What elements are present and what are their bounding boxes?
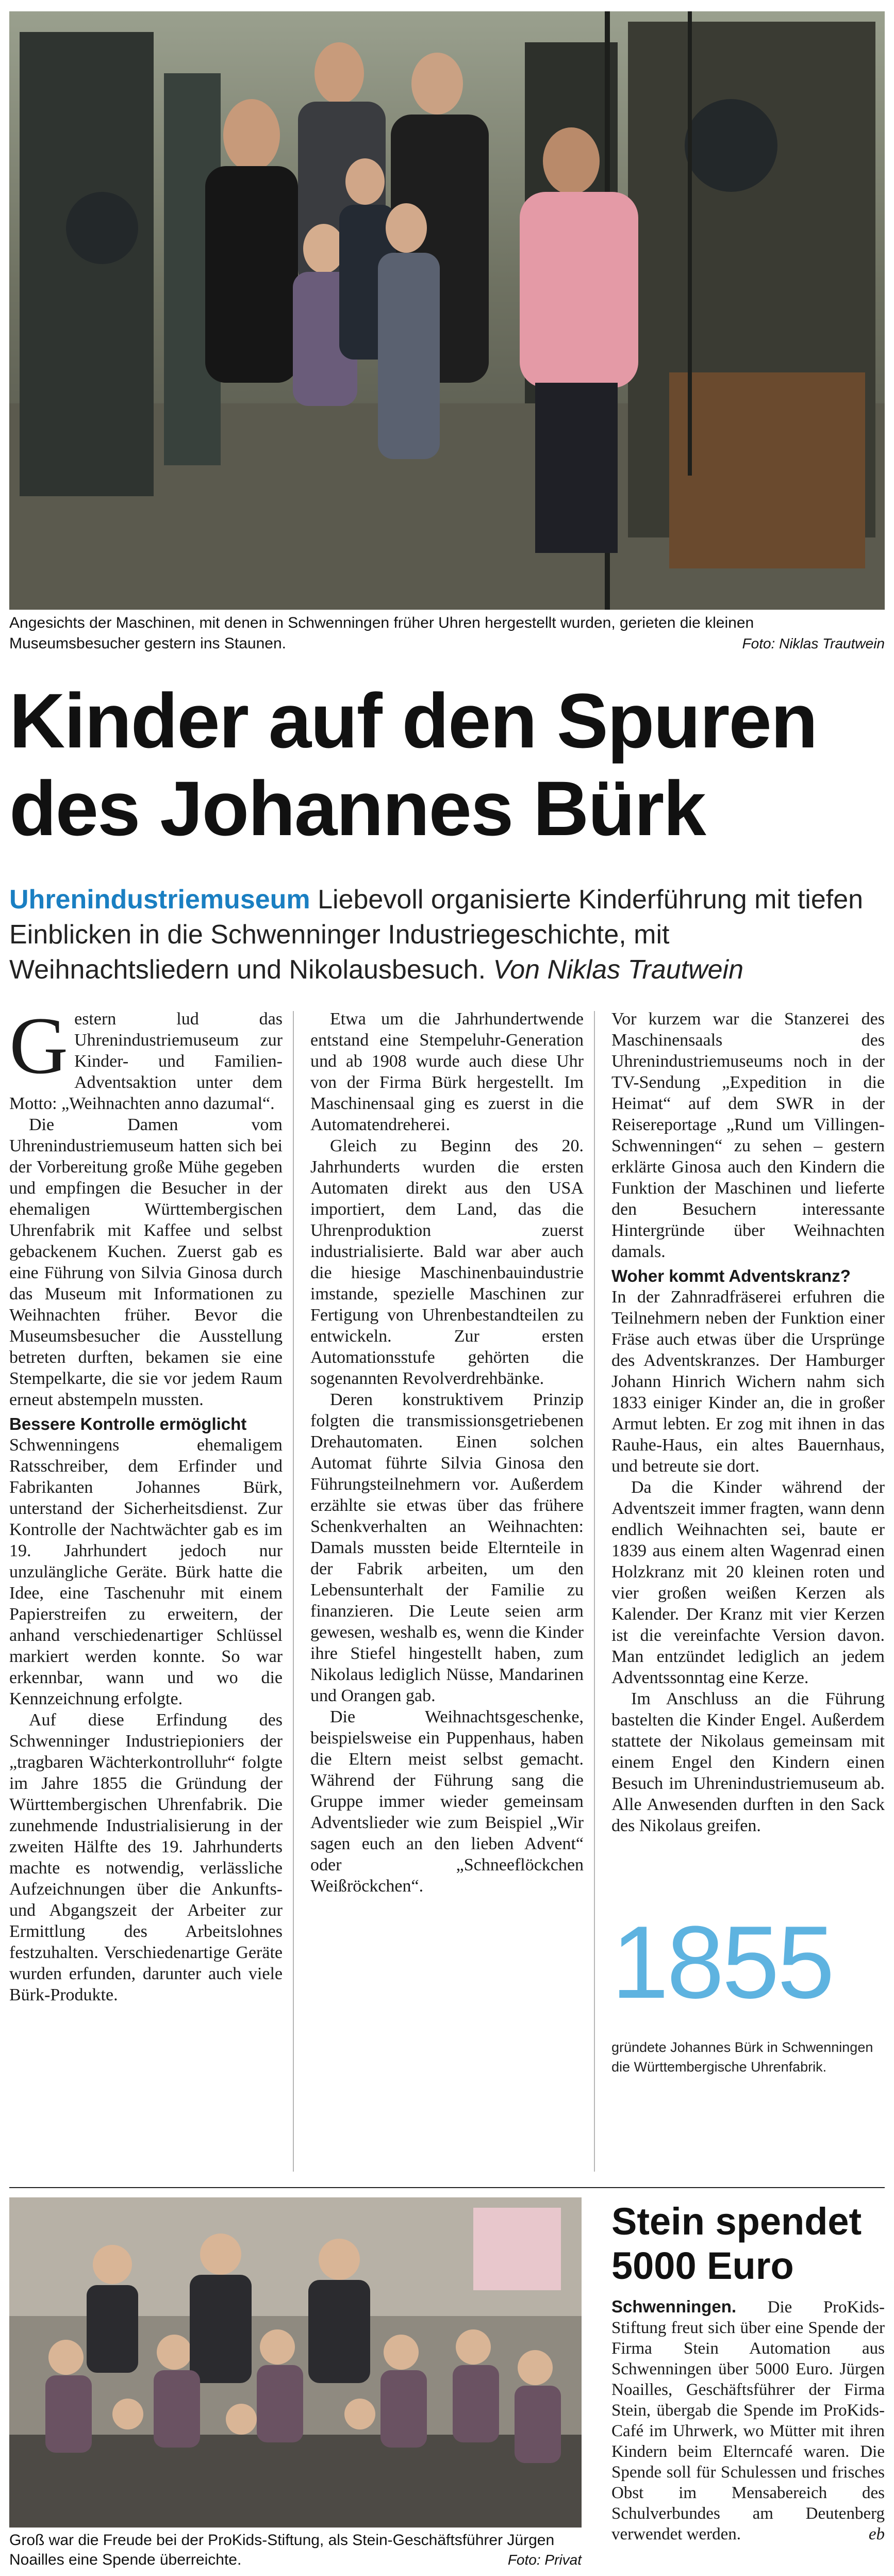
headline bbox=[9, 677, 885, 852]
headline-line-1: Kinder auf den Spuren bbox=[9, 677, 817, 764]
deck-author: Von Niklas Trautwein bbox=[493, 955, 744, 985]
column-rule bbox=[594, 1011, 595, 2172]
donation-photo-caption-text: Groß war die Freude bei der ProKids-Stiftung, als Stein-Geschäftsführer Jürgen Noailles eine Spende überreichte. bbox=[9, 2532, 555, 2568]
article-paragraph: Gleich zu Beginn des 20. Jahrhunderts wurden die ersten Automaten direkt aus den USA importiert, dem Land, das die Uhrenproduktion zuerst industrialisierte. Bald war aber auch die hiesige Maschinenbauindustrie imstande, spezielle Maschinen zur Fertigung von Uhrenbestandteilen zu entwickeln. Zur ersten Automationsstufe gehörten die sogenannten Revolverdrehbänke. bbox=[310, 1136, 584, 1388]
article-paragraph: Deren konstruktivem Prinzip folgten die transmissionsgetriebenen Drehautomaten. Einen solchen Automat führte Silvia Ginosa den Führungsteilnehmern vor. Außerdem erzählte sie etwas über das frühere Schenkverhalten an Weihnachten: Damals mussten beide Elternteile in der Fabrik arbeiten, um den Lebensunterhalt der Familie zu finanzieren. Die Leute seien arm gewesen, weshalb es, wenn die Kinder ihre Stiefel hingestellt haben, zum Nikolaus lediglich Nüsse, Mandarinen und Orangen gab. bbox=[310, 1390, 584, 1705]
article-column-3 bbox=[611, 1008, 885, 1836]
section-divider bbox=[9, 2187, 885, 2188]
top-photo-caption-text: Angesichts der Maschinen, mit denen in Schwenningen früher Uhren hergestellt wurden, gerieten die kleinen Museumsbesucher gestern ins Staunen. bbox=[9, 614, 754, 652]
article-paragraph: Da die Kinder während der Adventszeit immer fragten, wann denn endlich Weihnachten sei, baute er 1839 aus einem alten Wagenrad einen Holzkranz mit 20 kleinen roten und vier großen weißen Kerzen als Kalender. Der Kranz mit vier Kerzen ist die vereinfachte Version davon. Man entzündet lediglich an jedem Adventssonntag eine Kerze. bbox=[611, 1478, 885, 1687]
deck-text: Liebevoll organisierte Kinderführung mit tiefen Einblicken in die Schwenninger Industriegeschichte, mit Weihnachtsliedern und Nikolausbesuch. bbox=[9, 885, 864, 985]
callout-number: 1855 bbox=[611, 1905, 833, 2020]
author-signature: eb bbox=[868, 2525, 885, 2544]
group-photo-illustration bbox=[9, 2197, 582, 2528]
top-photo-credit: Foto: Niklas Trautwein bbox=[742, 635, 885, 651]
donation-article-body bbox=[611, 2296, 885, 2545]
article-paragraph: Die Weihnachtsgeschenke, beispielsweise ein Puppenhaus, haben die Eltern meist selbst gemacht. Während der Führung sang die Gruppe immer wieder gemeinsam Adventslieder wie zum Beispiel „Wir sagen euch an den lieben Advent“ oder „Schneeflöckchen Weißröckchen“. bbox=[310, 1707, 584, 1896]
callout-text: gründete Johannes Bürk in Schwenningen die Württembergische Uhrenfabrik. bbox=[611, 2040, 873, 2075]
article-paragraph: Im Anschluss an die Führung bastelten die Kinder Engel. Außerdem stattete der Nikolaus gemeinsam mit einem Engel den Kindern einen Besuch im Uhrenindustriemuseum ab. Alle Anwesenden durften in den Sack des Nikolaus greifen. bbox=[611, 1689, 885, 1835]
article-paragraph: Die Damen vom Uhrenindustriemuseum hatten sich bei der Vorbereitung große Mühe gegeben und empfingen die Besucher in der ehemaligen Württembergischen Uhrenfabrik mit Kaffee und selbst gebackenem Kuchen. Zuerst gab es eine Führung von Silvia Ginosa durch das Museum mit Informationen zu Weihnachten früher. Bevor die Museumsbesucher die Ausstellung betreten durften, bekamen sie eine Stempelkarte, die sie vor jedem Raum erneut abstempeln mussten. bbox=[9, 1115, 283, 1409]
article-paragraph: Schwenningens ehemaligem Ratsschreiber, dem Erfinder und Fabrikanten Johannes Bürk, unterstand der Sicherheitsdienst. Zur Kontrolle der Nachtwächter gab es im 19. Jahrhundert jedoch nur unzulängliche Geräte. Bürk hatte die Idee, eine Taschenuhr mit einem Papierstreifen zu erweitern, der anhand verschiedenartiger Schlüssel markiert werden konnte. So war erkennbar, wann und wo die Kennzeichnung erfolgte. bbox=[9, 1436, 283, 1708]
museum-machines-illustration bbox=[9, 11, 885, 610]
donation-headline: Stein spendet 5000 Euro bbox=[611, 2200, 862, 2287]
column-rule bbox=[293, 1011, 294, 2172]
donation-photo-credit: Foto: Privat bbox=[507, 2552, 582, 2568]
donation-photo-caption bbox=[9, 2531, 582, 2572]
article-deck bbox=[9, 882, 885, 987]
donation-photo bbox=[9, 2197, 582, 2528]
subheading-adventskranz: Woher kommt Adventskranz? bbox=[611, 1266, 851, 1285]
deck-kicker: Uhrenindustriemuseum bbox=[9, 885, 310, 915]
dateline: Schwenningen. bbox=[611, 2297, 737, 2316]
subheading-kontrolle: Bessere Kontrolle ermöglicht bbox=[9, 1414, 247, 1433]
article-paragraph: Vor kurzem war die Stanzerei des Maschinensaals des Uhrenindustriemuseums noch in der TV-Sendung „Expedition in die Heimat“ auf dem SWR in der Reisereportage „Rund um Villingen-Schwenningen“ zu sehen – gestern erklärte Ginosa auch den Kindern die Funktion der Maschinen und lieferte den Besuchern interessante Hintergründe über Weihnachten damals. bbox=[611, 1009, 885, 1261]
top-photo bbox=[9, 11, 885, 610]
article-paragraph: Etwa um die Jahrhundertwende entstand eine Stempeluhr-Generation und ab 1908 wurde auch diese Uhr von der Firma Bürk hergestellt. Im Maschinensaal ging es zuerst in die Automatendreherei. bbox=[310, 1009, 584, 1134]
donation-article-text: Die ProKids-Stiftung freut sich über eine Spende der Firma Stein Automation aus Schwenningen über 5000 Euro. Jürgen Noailles, Geschäftsführer der Firma Stein, übergab die Spende im ProKids-Café im Uhrwerk, wo Mütter mit ihren Kindern beim Elterncafé waren. Die Spende soll für Schulessen und frisches Obst im Mensabereich des Schulverbundes am Deutenberg verwendet werden. bbox=[611, 2298, 885, 2544]
top-photo-caption bbox=[9, 613, 885, 659]
drop-cap: G bbox=[9, 1001, 69, 1091]
article-paragraph: In der Zahnradfräserei erfuhren die Teilnehmern neben der Funktion einer Fräse auch etwas über die Ursprünge des Adventskranzes. Der Hamburger Johann Hinrich Wichern nahm sich 1833 einiger Kinder an, die in großer Armut lebten. Er zog mit ihnen in das Rauhe-Haus, ein altes Bauernhaus, und betreute sie dort. bbox=[611, 1287, 885, 1476]
article-paragraph: Auf diese Erfindung des Schwenninger Industriepioniers der „tragbaren Wächterkontrolluhr“ folgte im Jahre 1855 die Gründung der Württembergischen Uhrenfabrik. Die zunehmende Industrialisierung in der zweiten Hälfte des 19. Jahrhunderts machte es notwendig, verlässliche Aufzeichnungen über die Ankunfts- und Abgangszeit der Arbeiter zur Ermittlung des Arbeitslohnes festzuhalten. Verschiedenartige Geräte wurden erfunden, darunter auch viele Bürk-Produkte. bbox=[9, 1710, 283, 2004]
article-column-2 bbox=[310, 1008, 584, 1897]
headline-line-2: des Johannes Bürk bbox=[9, 765, 705, 852]
article-column-1 bbox=[9, 1001, 283, 2006]
article-paragraph: Gestern lud das Uhrenindustriemuseum zur Kinder- und Familien-Adventsaktion unter dem Motto: „Weihnachten anno dazumal“. bbox=[9, 1001, 283, 1113]
